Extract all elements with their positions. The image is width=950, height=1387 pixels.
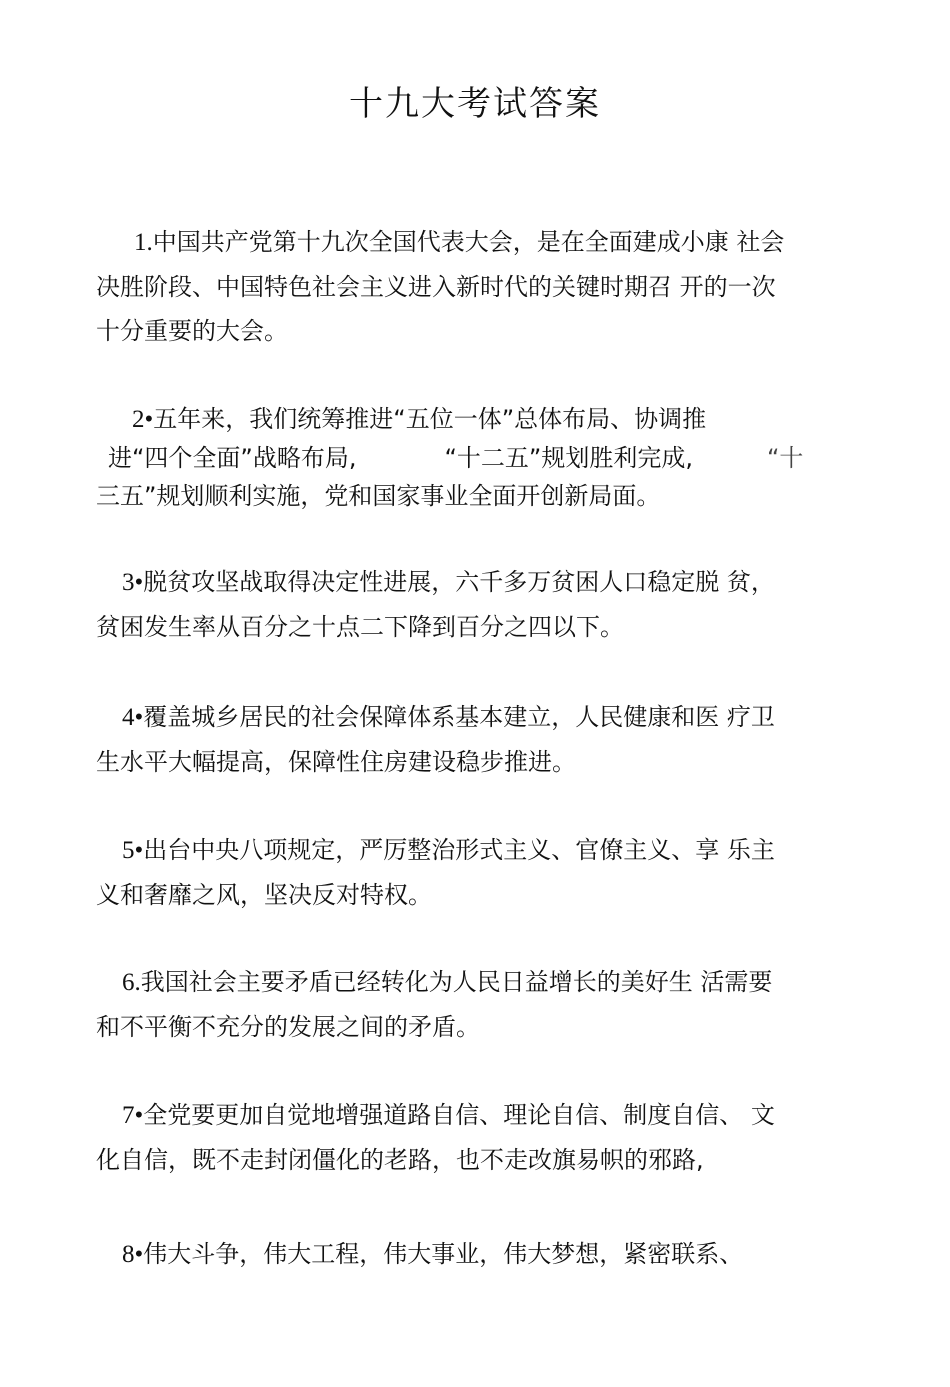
paragraph-3 — [96, 560, 856, 649]
item-number: 2• — [132, 406, 154, 433]
paragraph-7 — [96, 1093, 856, 1182]
paragraph-line: 十分重要的大会。 — [96, 317, 288, 345]
line-text: 脱贫攻坚战取得决定性进展，六千多万贫困人口稳定脱 贫， — [143, 568, 775, 596]
paragraph-line: 三五”规划顺利实施，党和国家事业全面开创新局面。 — [96, 482, 661, 510]
line-text: 中国共产党第十九次全国代表大会，是在全面建成小康 社会 — [152, 228, 785, 256]
paragraph-line: 义和奢靡之风，坚决反对特权。 — [96, 881, 432, 909]
paragraph-line — [96, 1093, 856, 1138]
paragraph-line — [96, 695, 856, 740]
paragraph-line — [96, 960, 856, 1005]
paragraph-2 — [96, 400, 856, 515]
paragraph-6 — [96, 960, 856, 1049]
item-number: 7• — [122, 1102, 144, 1129]
paragraph-line: 生水平大幅提高，保障性住房建设稳步推进。 — [96, 748, 576, 776]
line-text: 全党要更加自觉地增强道路自信、理论自信、制度自信、 文 — [143, 1101, 775, 1129]
item-number: 3• — [122, 569, 144, 596]
paragraph-line — [96, 828, 856, 873]
line-text: 我国社会主要矛盾已经转化为人民日益增长的美好生 活需要 — [140, 968, 773, 996]
paragraph-line — [96, 1232, 856, 1277]
line-segment: “十 — [767, 444, 804, 472]
paragraph-line — [96, 439, 856, 477]
item-number: 4• — [122, 704, 144, 731]
line-text: 伟大斗争，伟大工程，伟大事业，伟大梦想，紧密联系、 — [143, 1240, 744, 1268]
paragraph-line: 化自信，既不走封闭僵化的老路，也不走改旗易帜的邪路, — [96, 1146, 704, 1174]
line-text: 出台中央八项规定，严厉整治形式主义、官僚主义、享 乐主 — [143, 836, 775, 864]
paragraph-line: 决胜阶段、中国特色社会主义进入新时代的关键时期召 开的一次 — [96, 273, 776, 301]
item-number: 5• — [122, 837, 144, 864]
paragraph-1 — [96, 220, 856, 353]
paragraph-4 — [96, 695, 856, 784]
item-number: 6. — [122, 969, 141, 996]
paragraph-5 — [96, 828, 856, 917]
line-segment: 进“四个全面”战略布局, — [108, 444, 357, 472]
line-text: 五年来，我们统筹推进“五位一体”总体布局、协调推 — [153, 405, 707, 433]
item-number: 8• — [122, 1241, 144, 1268]
item-number: 1. — [134, 229, 153, 256]
document-title: 十九大考试答案 — [349, 84, 601, 124]
line-text: 覆盖城乡居民的社会保障体系基本建立，人民健康和医 疗卫 — [143, 703, 775, 731]
paragraph-line: 贫困发生率从百分之十点二下降到百分之四以下。 — [96, 613, 624, 641]
paragraph-line — [96, 560, 856, 605]
paragraph-line: 和不平衡不充分的发展之间的矛盾。 — [96, 1013, 480, 1041]
paragraph-8 — [96, 1232, 856, 1277]
paragraph-line — [96, 220, 856, 265]
paragraph-line — [96, 400, 856, 439]
line-segment: “十二五”规划胜利完成, — [444, 444, 693, 472]
